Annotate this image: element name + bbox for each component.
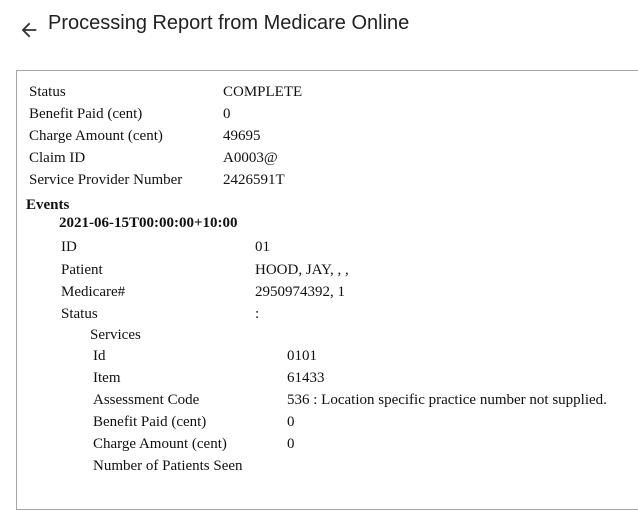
event-id-value: 01: [255, 239, 270, 255]
patient-label: Patient: [61, 262, 103, 278]
patients-seen-label: Number of Patients Seen: [93, 458, 243, 474]
events-heading: Events: [26, 197, 70, 213]
claim-id-label: Claim ID: [29, 150, 86, 166]
claim-id-value: A0003@: [223, 150, 278, 166]
item-value: 61433: [287, 370, 325, 386]
page-header: [0, 0, 638, 60]
service-provider-label: Service Provider Number: [29, 172, 183, 188]
service-benefit-paid-label: Benefit Paid (cent): [93, 414, 207, 430]
service-charge-amount-value: 0: [287, 436, 295, 452]
report-panel: [16, 70, 638, 510]
status-value: COMPLETE: [223, 84, 303, 100]
event-date: 2021-06-15T00:00:00+10:00: [59, 215, 238, 231]
charge-amount-label: Charge Amount (cent): [29, 128, 163, 144]
status-label: Status: [29, 84, 66, 100]
service-benefit-paid-value: 0: [287, 414, 295, 430]
charge-amount-value: 49695: [223, 128, 261, 144]
assessment-code-label: Assessment Code: [93, 392, 200, 408]
event-id-label: ID: [61, 239, 77, 255]
benefit-paid-label: Benefit Paid (cent): [29, 106, 143, 122]
event-status-value: :: [255, 306, 260, 322]
assessment-code-value: 536 : Location specific practice number not supplied.: [287, 392, 607, 408]
service-id-label: Id: [93, 348, 106, 364]
medicare-value: 2950974392, 1: [255, 284, 345, 300]
arrow-left-icon[interactable]: [18, 19, 40, 41]
services-heading: Services: [90, 327, 141, 343]
event-status-label: Status: [61, 306, 98, 322]
service-provider-value: 2426591T: [223, 172, 285, 188]
medicare-label: Medicare#: [61, 284, 126, 300]
page-title: Processing Report from Medicare Online: [48, 12, 410, 34]
benefit-paid-value: 0: [223, 106, 231, 122]
patient-value: HOOD, JAY, , ,: [255, 262, 349, 278]
service-charge-amount-label: Charge Amount (cent): [93, 436, 227, 452]
service-id-value: 0101: [287, 348, 317, 364]
item-label: Item: [93, 370, 121, 386]
